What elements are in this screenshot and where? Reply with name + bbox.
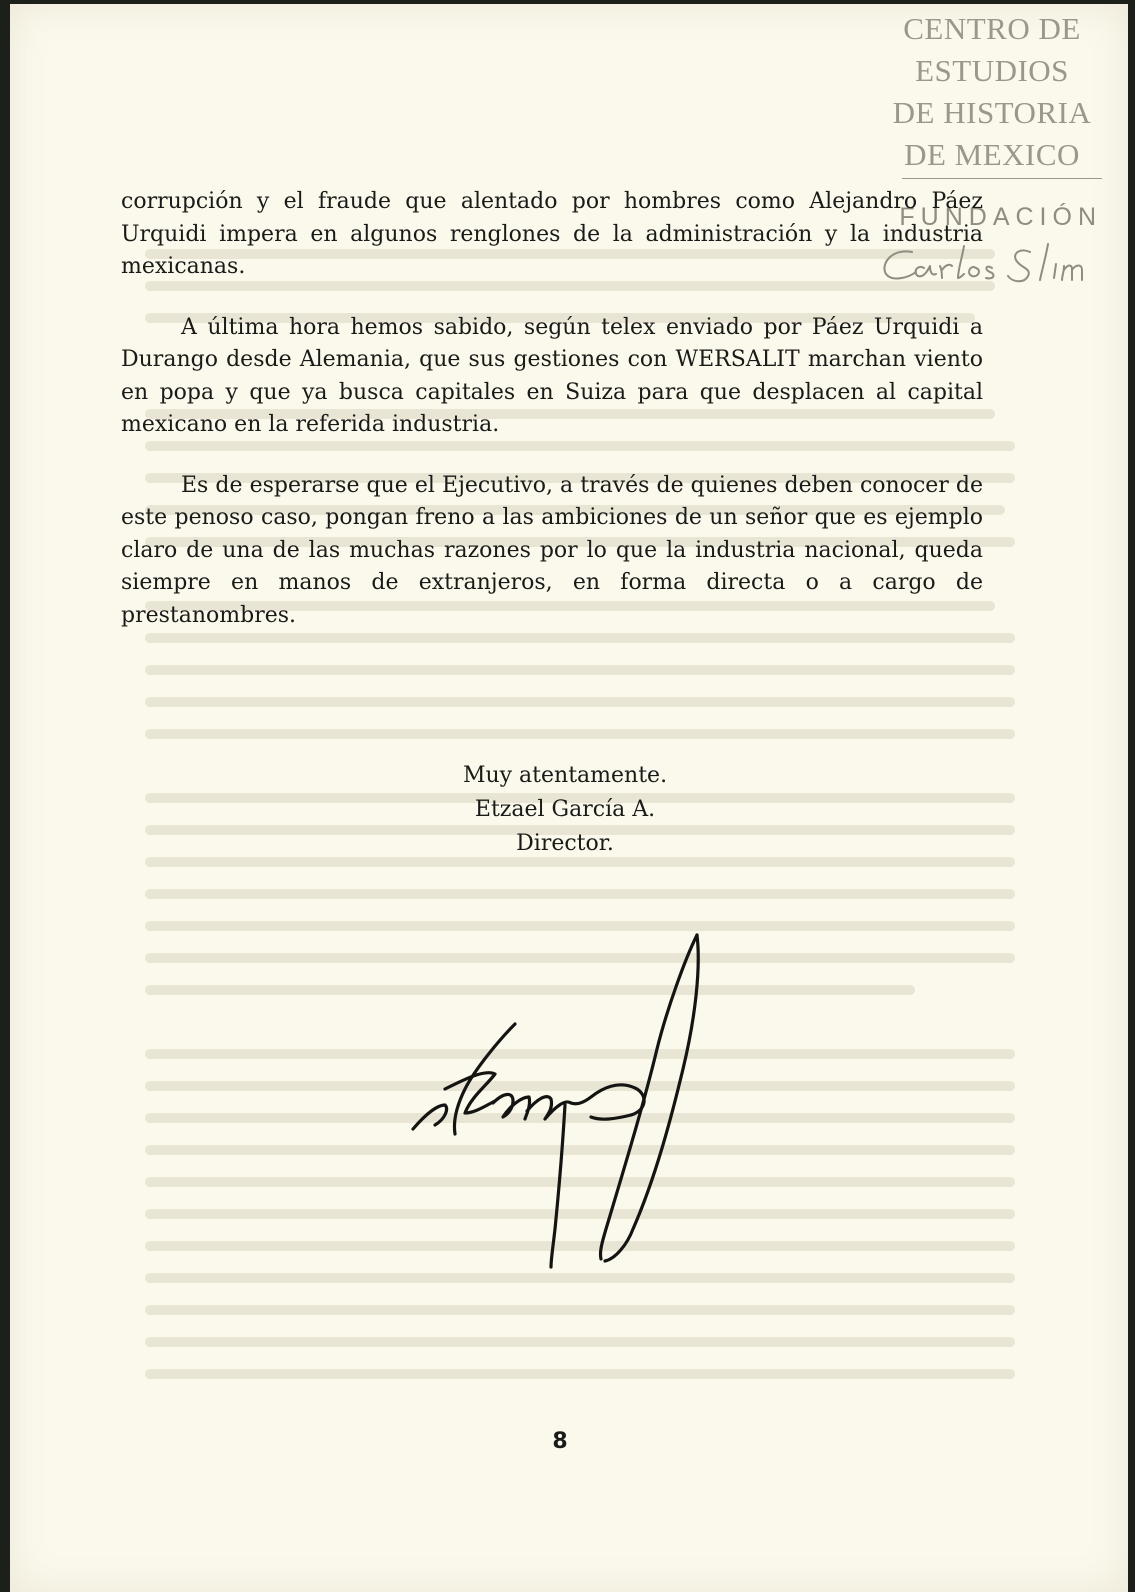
signatory-title: Director. [516,831,614,856]
watermark-line-1: CENTRO DE [903,11,1081,46]
watermark-divider [902,178,1102,179]
closing-salutation: Muy atentamente. [462,763,668,788]
handwritten-signature [405,929,705,1289]
watermark-line-2: ESTUDIOS [915,53,1069,88]
paragraph-1: corrupción y el fraude que alentado por hombres como Alejandro Páez Urquidi impera en algunos renglones de la administración y la industria mexicanas. [121,189,983,279]
paragraph-2: A última hora hemos sabido, según telex enviado por Páez Urquidi a Durango desde Alemania, que sus gestiones con WERSALIT marchan viento en popa y que ya busca capitales en Suiza para que desplacen al capital mexicano en la referida industria. [121,314,983,437]
letter-body [121,186,983,660]
watermark-foundation: FUNDACIÓN [899,203,1102,231]
page-number: 8 [552,1429,568,1454]
archive-watermark [882,8,1102,231]
closing-block [435,759,695,861]
watermark-line-3: DE HISTORIA [892,95,1092,130]
signatory-name: Etzael García A. [474,797,656,822]
watermark-line-4: DE MEXICO [904,137,1080,172]
document-page [10,4,1128,1592]
paragraph-3: Es de esperarse que el Ejecutivo, a través de quienes deben conocer de este penoso caso, pongan freno a las ambiciones de un señor que es ejemplo claro de una de las muchas razones por lo que la industria nacional, queda siempre en manos de extranjeros, en forma directa o a cargo de prestanombres. [121,472,983,628]
